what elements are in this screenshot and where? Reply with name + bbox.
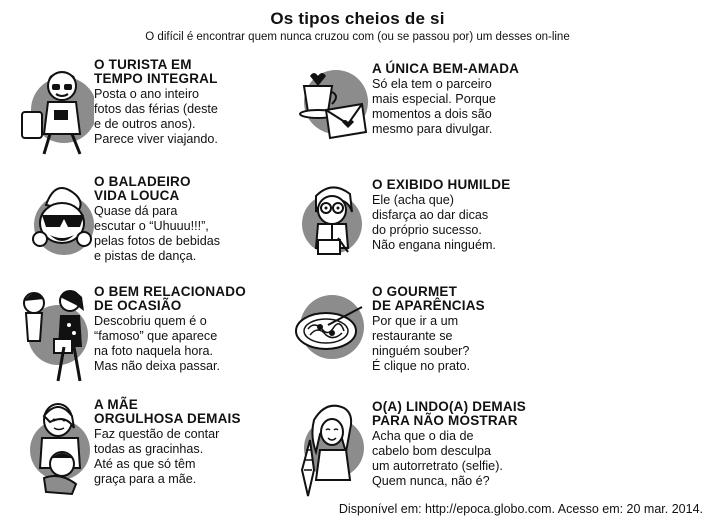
tourist-icon — [14, 58, 94, 158]
entry-heading: O TURISTA EM TEMPO INTEGRAL — [94, 57, 218, 86]
entry-body: Só ela tem o parceiro mais especial. Porque momentos a dois são mesmo para divulgar. — [372, 77, 496, 136]
entry-lindo-demais — [292, 400, 622, 510]
entry-heading: O GOURMET DE APARÊNCIAS — [372, 284, 485, 313]
page-title: Os tipos cheios de si — [270, 9, 445, 28]
entry-unica-bem-amada — [292, 62, 622, 172]
entry-body: Acha que o dia de cabelo bom desculpa um autorretrato (selfie). Quem nunca, não é? — [372, 429, 503, 488]
entry-heading: A ÚNICA BEM-AMADA — [372, 61, 520, 76]
celebrity-photo-icon — [14, 285, 94, 385]
coffee-love-letter-icon — [292, 62, 372, 162]
source-citation: Disponível em: http://epoca.globo.com. Acesso em: 20 mar. 2014. — [338, 502, 703, 516]
entry-body: Ele (acha que) disfarça ao dar dicas do próprio sucesso. Não engana ninguém. — [372, 193, 496, 252]
entry-body: Descobriu quem é o “famoso” que aparece na foto naquela hora. Mas não deixa passar. — [94, 314, 221, 373]
entry-exibido-humilde — [292, 178, 622, 288]
entry-body: Posta o ano inteiro fotos das férias (deste e de outros anos). Parece viver viajando. — [94, 87, 218, 146]
entry-heading: O BALADEIRO VIDA LOUCA — [94, 174, 191, 203]
entry-heading: A MÃE ORGULHOSA DEMAIS — [94, 397, 241, 426]
entry-heading: O EXIBIDO HUMILDE — [372, 177, 511, 192]
spaghetti-plate-icon — [292, 285, 372, 385]
mother-child-icon — [14, 398, 94, 498]
page-subtitle: O difícil é encontrar quem nunca cruzou com (ou se passou por) um desses on-line — [145, 31, 570, 43]
entry-body: Por que ir a um restaurante se ninguém souber? É clique no prato. — [372, 314, 471, 373]
humble-braggart-icon — [292, 178, 372, 278]
entry-body: Faz questão de contar todas as gracinhas. Até as que só têm graça para a mãe. — [94, 427, 220, 486]
entry-gourmet — [292, 285, 622, 395]
entry-heading: O BEM RELACIONADO DE OCASIÃO — [94, 284, 246, 313]
entry-heading: O(A) LINDO(A) DEMAIS PARA NÃO MOSTRAR — [372, 399, 526, 428]
selfie-girl-icon — [292, 400, 372, 500]
party-goer-icon — [14, 175, 94, 275]
entry-body: Quase dá para escutar o “Uhuuu!!!”, pelas fotos de bebidas e pistas de dança. — [94, 204, 221, 263]
